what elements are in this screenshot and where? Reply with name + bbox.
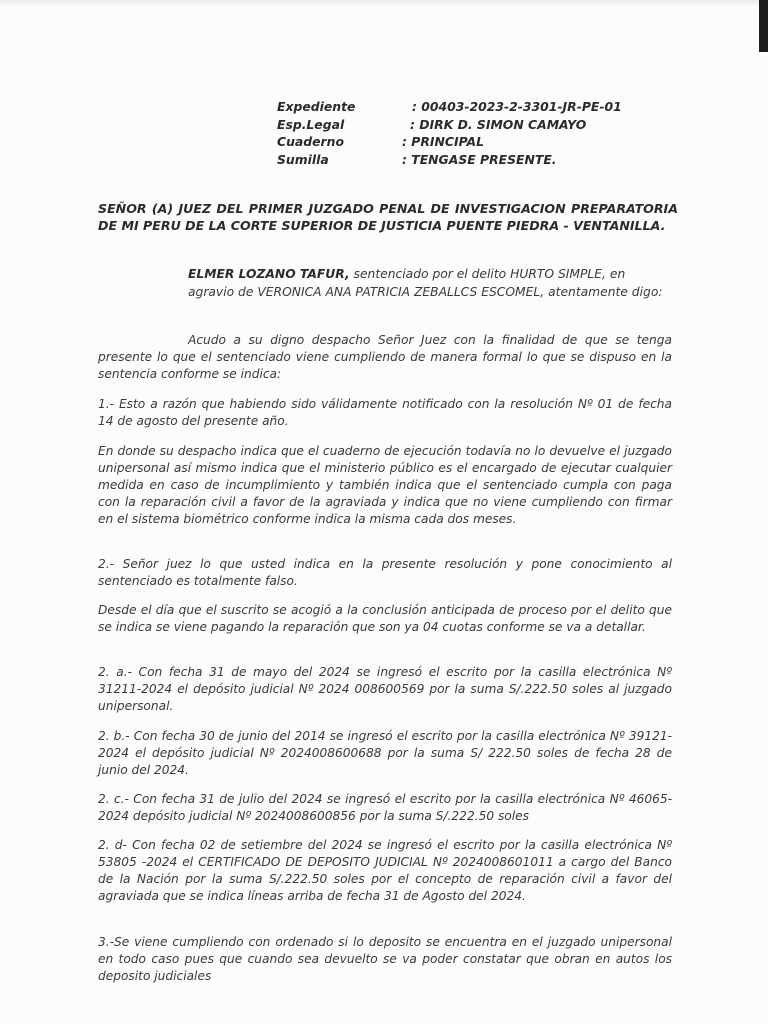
cuaderno-row <box>277 133 622 151</box>
cuaderno-label: Cuaderno <box>277 134 344 149</box>
scan-shadow <box>0 0 768 6</box>
expediente-row <box>277 98 622 116</box>
sumilla-label: Sumilla <box>277 151 329 167</box>
point-2c-paragraph: 2. c.- Con fecha 31 de julio del 2024 se ingresó el escrito por la casilla electrónica Nº 46065-2024 depósito judicial Nº 2024008600856 por la suma S/.222.50 soles <box>98 792 672 823</box>
expediente-value: : 00403-2023-2-3301-JR-PE-01 <box>412 99 622 114</box>
expediente-label: Expediente <box>277 99 356 114</box>
petitioner-name: ELMER LOZANO TAFUR, <box>188 267 350 281</box>
point-2b-paragraph: 2. b.- Con fecha 30 de junio del 2014 se ingresó el escrito por la casilla electrónica Nº 39121-2024 el depósito judicial Nº 2024008600688 por la suma S/ 222.50 soles de fecha 28 de junio del 2024. <box>98 729 672 777</box>
esp-legal-label: Esp.Legal <box>277 116 345 132</box>
point-1-detail-paragraph: En donde su despacho indica que el cuaderno de ejecución todavía no lo devuelve el juzgado unipersonal así mismo indica que el ministerio público es el encargado de ejecutar cualquier medida en caso de incumplimiento y también indica que el sentenciado cumpla con paga con la reparación civil a favor de la agraviada y indica que no viene cumpliendo con firmar en el sistema biométrico conforme indica la misma cada dos meses. <box>98 444 672 526</box>
point-2-detail-paragraph: Desde el día que el suscrito se acogió a la conclusión anticipada de proceso por el delito que se indica se viene pagando la reparación que son ya 04 cuotas conforme se va a detallar. <box>98 603 672 634</box>
point-2-paragraph: 2.- Señor juez lo que usted indica en la presente resolución y pone conocimiento al sentenciado es totalmente falso. <box>98 557 672 588</box>
cuaderno-value: : PRINCIPAL <box>402 134 485 149</box>
case-header <box>277 98 622 168</box>
esp-legal-value: : DIRK D. SIMON CAMAYO <box>410 116 587 132</box>
esp-legal-row <box>277 116 622 134</box>
petitioner-intro-text: sentenciado por el delito HURTO SIMPLE, en agravio de VERONICA ANA PATRICIA ZEBALLCS ESCOMEL, atentamente digo: <box>188 267 663 299</box>
point-2d-paragraph: 2. d- Con fecha 02 de setiembre del 2024 se ingresó el escrito por la casilla electrónica Nº 53805 -2024 el CERTIFICADO DE DEPOSITO JUDICIAL Nº 2024008601011 a cargo del Banco de la Nación por la suma S/.222.50 soles por el concepto de reparación civil a favor del agraviada que se indica líneas arriba de fecha 31 de Agosto del 2024. <box>98 838 672 903</box>
scan-edge-mark <box>759 0 768 52</box>
petitioner-intro <box>188 266 670 301</box>
point-3-paragraph: 3.-Se viene cumpliendo con ordenado si lo deposito se encuentra en el juzgado unipersonal en todo caso pues que cuando sea devuelto se va poder constatar que obran en autos los deposito judiciales <box>98 935 672 983</box>
sumilla-value: : TENGASE PRESENTE. <box>402 151 557 167</box>
opening-paragraph: Acudo a su digno despacho Señor Juez con la finalidad de que se tenga presente lo que el sentenciado viene cumpliendo de manera formal lo que se dispuso en la sentencia conforme se indica: <box>98 333 672 381</box>
point-2a-paragraph: 2. a.- Con fecha 31 de mayo del 2024 se ingresó el escrito por la casilla electrónica Nº 31211-2024 el depósito judicial Nº 2024 008600569 por la suma S/.222.50 soles al juzgado unipersonal. <box>98 665 672 713</box>
sumilla-row <box>277 151 622 169</box>
point-1-paragraph: 1.- Esto a razón que habiendo sido válidamente notificado con la resolución Nº 01 de fecha 14 de agosto del presente año. <box>98 397 672 428</box>
court-salutation: SEÑOR (A) JUEZ DEL PRIMER JUZGADO PENAL DE INVESTIGACION PREPARATORIA DE MI PERU DE LA CORTE SUPERIOR DE JUSTICIA PUENTE PIEDRA - VENTANILLA. <box>98 201 678 233</box>
